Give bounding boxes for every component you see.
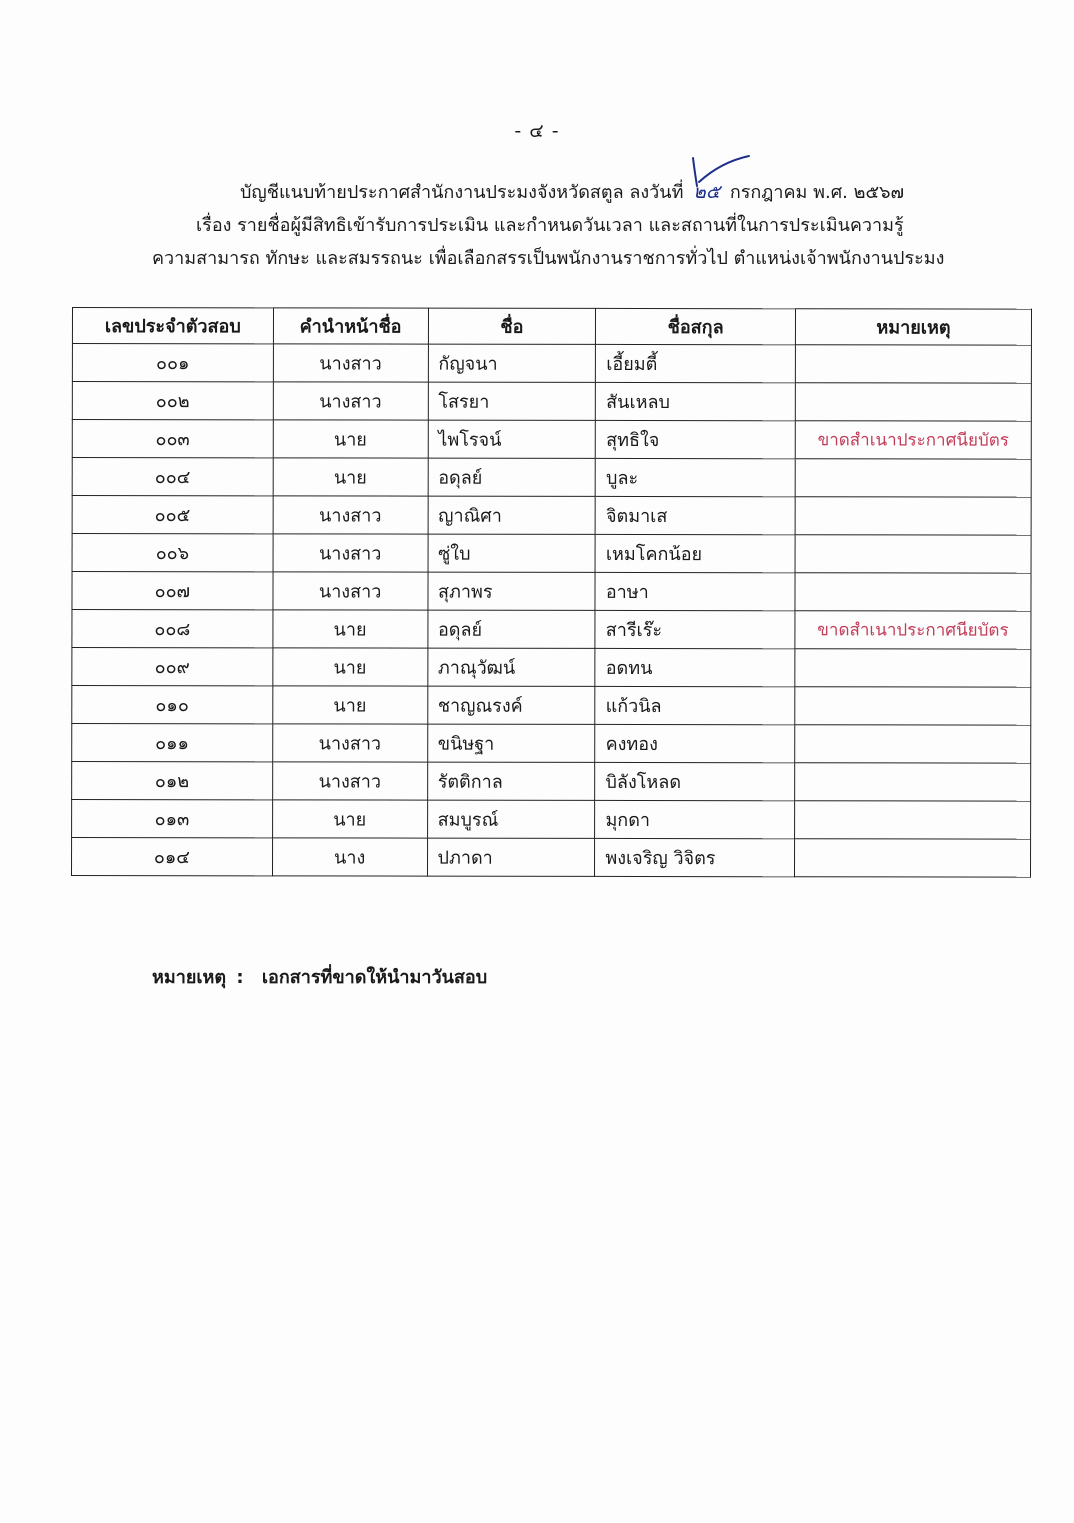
first-name-cell: โสรยา [428,382,596,420]
table-row [72,610,1031,650]
last-name-cell: พงเจริญ วิจิตร [595,838,795,876]
first-name-cell: ภาณุวัฒน์ [427,648,595,686]
prefix-cell: นางสาว [272,762,427,800]
remark-cell [795,383,1031,421]
first-name-cell: ซู่ใบ [428,534,596,572]
last-name-cell: แก้วนิล [595,686,795,724]
table-row [72,420,1031,460]
footnote-separator: : [236,967,244,988]
header-line-1-date: กรกฎาคม พ.ศ. ๒๕๖๗ [729,182,905,203]
first-name-cell: ไพโรจน์ [428,420,596,458]
first-name-cell: สุภาพร [428,572,596,610]
exam-id-cell: ๐๑๒ [72,762,273,800]
last-name-cell: เอี้ยมตี้ [596,344,796,382]
prefix-cell: นางสาว [272,724,427,762]
footnote-label: หมายเหตุ [152,967,227,988]
exam-id-cell: ๐๐๗ [72,572,273,610]
exam-id-cell: ๐๐๕ [72,496,273,534]
exam-id-cell: ๐๑๐ [72,686,273,724]
last-name-cell: บิลังโหลด [595,762,795,800]
prefix-cell: นางสาว [273,572,428,610]
column-header-remark: หมายเหตุ [795,309,1031,345]
handwritten-stroke [687,152,757,192]
exam-id-cell: ๐๐๓ [72,420,273,458]
last-name-cell: จิตมาเส [595,496,795,534]
exam-id-cell: ๐๐๖ [72,534,273,572]
prefix-cell: นาย [273,458,428,496]
prefix-cell: นาย [273,420,428,458]
last-name-cell: มุกดา [595,800,795,838]
table-row [72,344,1031,384]
prefix-cell: นาย [273,610,428,648]
first-name-cell: ชาญณรงค์ [427,686,595,724]
exam-id-cell: ๐๐๔ [72,458,273,496]
exam-id-cell: ๐๑๑ [72,724,273,762]
first-name-cell: ขนิษฐา [427,724,595,762]
last-name-cell: สันเหลบ [596,382,796,420]
footnote [152,962,487,991]
first-name-cell: ปภาดา [427,838,595,876]
header-line-3: ความสามารถ ทักษะ และสมรรถนะ เพื่อเลือกสรรเป็นพนักงานราชการทั่วไป ตำแหน่งเจ้าพนักงานประมง [152,248,945,269]
exam-id-cell: ๐๐๑ [72,344,273,382]
exam-id-cell: ๐๑๓ [72,800,273,838]
remark-cell [795,687,1031,725]
table-row [72,800,1031,840]
remark-cell [795,801,1031,839]
table-row [72,382,1031,422]
remark-cell [795,763,1031,801]
remark-cell [795,345,1031,383]
column-header-exam-id: เลขประจำตัวสอบ [72,308,273,344]
header-line-1 [240,176,1074,209]
prefix-cell: นาย [272,800,427,838]
exam-id-cell: ๐๐๘ [72,610,273,648]
candidate-table [71,307,1032,878]
table-row [72,458,1031,498]
table-row [72,838,1031,878]
table-row [72,762,1031,802]
prefix-cell: นางสาว [273,496,428,534]
last-name-cell: เหมโคกน้อย [595,534,795,572]
footnote-text: เอกสารที่ขาดให้นำมาวันสอบ [261,967,488,988]
last-name-cell: สารีเร๊ะ [595,610,795,648]
remark-cell [795,725,1031,763]
last-name-cell: อดทน [595,648,795,686]
first-name-cell: กัญจนา [428,344,596,382]
handwritten-day: ๒๕ [693,181,721,203]
table-row [72,724,1031,764]
table-row [72,496,1031,536]
remark-cell [795,839,1031,877]
table-row [72,686,1031,726]
prefix-cell: นางสาว [273,382,428,420]
first-name-cell: ญาณิศา [428,496,596,534]
first-name-cell: อดุลย์ [428,458,596,496]
last-name-cell: สุทธิใจ [596,420,796,458]
last-name-cell: อาษา [595,572,795,610]
exam-id-cell: ๐๑๔ [72,838,273,876]
remark-cell [795,535,1031,573]
first-name-cell: รัตติกาล [427,762,595,800]
remark-cell: ขาดสำเนาประกาศนียบัตร [795,421,1031,459]
remark-cell [795,649,1031,687]
handwritten-date [693,176,720,209]
page-number: - ๔ - [514,120,560,142]
remark-cell [795,459,1031,497]
first-name-cell: สมบูรณ์ [427,800,595,838]
prefix-cell: นางสาว [273,534,428,572]
table-header-row [72,308,1031,346]
document-header [0,176,1074,275]
column-header-prefix: คำนำหน้าชื่อ [273,308,428,344]
column-header-first-name: ชื่อ [428,308,596,344]
remark-cell [795,573,1031,611]
table-row [72,648,1031,688]
prefix-cell: นาย [273,648,428,686]
last-name-cell: บูละ [596,458,796,496]
prefix-cell: นาย [272,686,427,724]
table-row [72,534,1031,574]
exam-id-cell: ๐๐๒ [72,382,273,420]
exam-id-cell: ๐๐๙ [72,648,273,686]
table-row [72,572,1031,612]
header-line-1-text: บัญชีแนบท้ายประกาศสำนักงานประมงจังหวัดสตูล ลงวันที่ [240,182,684,203]
last-name-cell: คงทอง [595,724,795,762]
remark-cell: ขาดสำเนาประกาศนียบัตร [795,611,1031,649]
header-line-2: เรื่อง รายชื่อผู้มีสิทธิเข้ารับการประเมิน และกำหนดวันเวลา และสถานที่ในการประเมินความรู้ [196,215,904,236]
prefix-cell: นาง [272,838,427,876]
column-header-last-name: ชื่อสกุล [596,308,796,344]
first-name-cell: อดุลย์ [427,610,595,648]
remark-cell [795,497,1031,535]
prefix-cell: นางสาว [273,344,428,382]
